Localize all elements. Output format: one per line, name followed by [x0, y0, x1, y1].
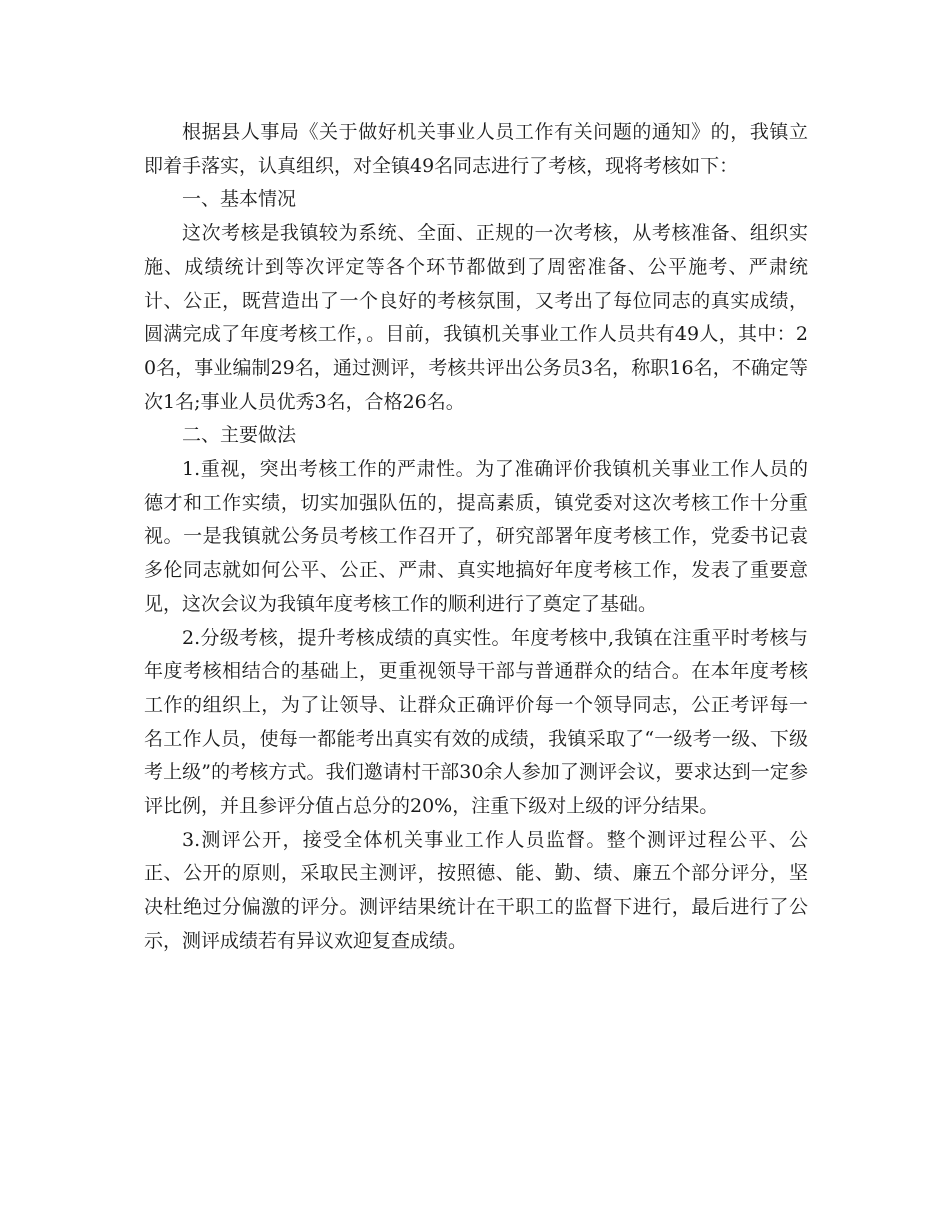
intro-paragraph: 根据县人事局《关于做好机关事业人员工作有关问题的通知》的，我镇立即着手落实，认真组织，对全镇49名同志进行了考核，现将考核如下：	[144, 121, 808, 177]
section-heading-basic-situation: 一、基本情况	[182, 188, 297, 211]
practice-paragraph-1: 1.重视，突出考核工作的严肃性。为了准确评价我镇机关事业工作人员的德才和工作实绩，切实加强队伍的，提高素质，镇党委对这次考核工作十分重视。一是我镇就公务员考核工作召开了，研究部署年度考核工作，党委书记袁多伦同志就如何公平、公正、严肃、真实地搞好年度考核工作，发表了重要意见，这次会议为我镇年度考核工作的顺利进行了奠定了基础。	[144, 458, 808, 615]
section-heading-main-practices: 二、主要做法	[182, 424, 297, 447]
document-body	[144, 116, 808, 959]
basic-situation-paragraph: 这次考核是我镇较为系统、全面、正规的一次考核，从考核准备、组织实施、成绩统计到等次评定等各个环节都做到了周密准备、公平施考、严肃统计、公正，既营造出了一个良好的考核氛围，又考出了每位同志的真实成绩，圆满完成了年度考核工作，。目前，我镇机关事业工作人员共有49人，其中：20名，事业编制29名，通过测评，考核共评出公务员3名，称职16名，不确定等次1名;事业人员优秀3名，合格26名。	[144, 222, 808, 413]
practice-paragraph-2: 2.分级考核，提升考核成绩的真实性。年度考核中,我镇在注重平时考核与年度考核相结合的基础上，更重视领导干部与普通群众的结合。在本年度考核工作的组织上，为了让领导、让群众正确评价每一个领导同志，公正考评每一名工作人员，使每一都能考出真实有效的成绩，我镇采取了“一级考一级、下级考上级”的考核方式。我们邀请村干部30余人参加了测评会议，要求达到一定参评比例，并且参评分值占总分的20%，注重下级对上级的评分结果。	[144, 626, 808, 818]
practice-paragraph-3: 3.测评公开，接受全体机关事业工作人员监督。整个测评过程公平、公正、公开的原则，采取民主测评，按照德、能、勤、绩、廉五个部分评分，坚决杜绝过分偏激的评分。测评结果统计在干职工的监督下进行，最后进行了公示，测评成绩若有异议欢迎复查成绩。	[144, 828, 808, 952]
